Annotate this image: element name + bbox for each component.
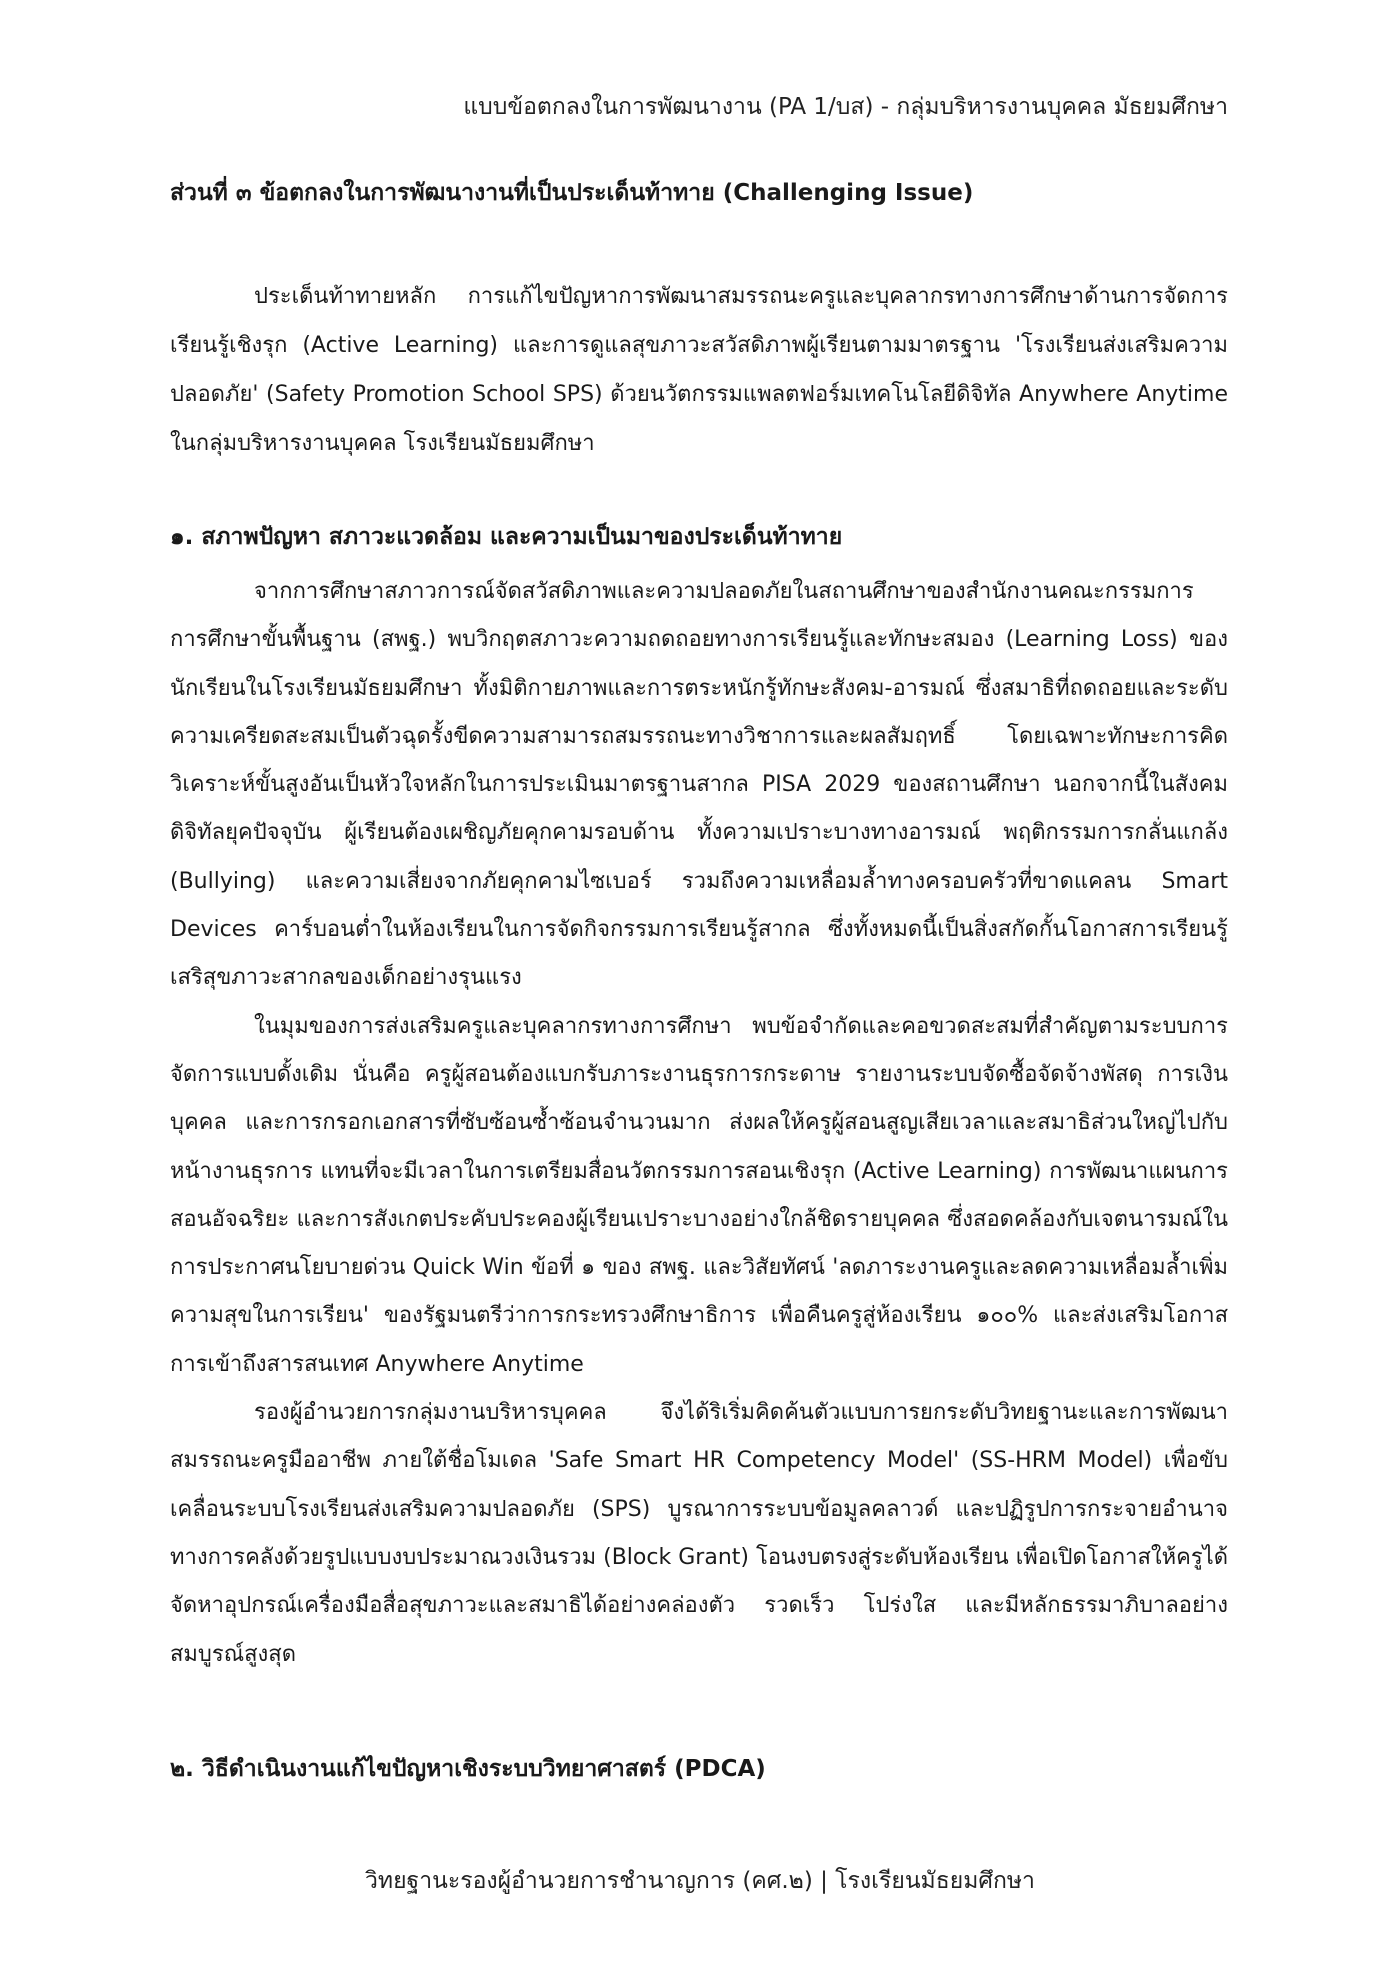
- part1-paragraph-3: รองผู้อำนวยการกลุ่มงานบริหารบุคคล จึงได้ริเริ่มคิดค้นตัวแบบการยกระดับวิทยฐานะและการพัฒนาสมรรถนะครูมืออาชีพ ภายใต้ชื่อโมเดล 'Safe Smart HR Competency Model' (SS-HRM Model) เพื่อขับเคลื่อนระบบโรงเรียนส่งเสริมความปลอดภัย (SPS) บูรณาการระบบข้อมูลคลาวด์ และปฏิรูปการกระจายอำนาจทางการคลังด้วยรูปแบบงบประมาณวงเงินรวม (Block Grant) โอนงบตรงสู่ระดับห้องเรียน เพื่อเปิดโอกาสให้ครูได้จัดหาอุปกรณ์เครื่องมือสื่อสุขภาวะและสมาธิได้อย่างคล่องตัว รวดเร็ว โปร่งใส และมีหลักธรรมาภิบาลอย่างสมบูรณ์สูงสุด: [170, 1400, 1228, 1667]
- page-footer: วิทยฐานะรองผู้อำนวยการชำนาญการ (คศ.๒) | โรงเรียนมัธยมศึกษา: [365, 1868, 1035, 1894]
- part1-paragraph-1: จากการศึกษาสภาวการณ์จัดสวัสดิภาพและความปลอดภัยในสถานศึกษาของสำนักงานคณะกรรมการการศึกษาขั้นพื้นฐาน (สพฐ.) พบวิกฤตสภาวะความถดถอยทางการเรียนรู้และทักษะสมอง (Learning Loss) ของนักเรียนในโรงเรียนมัธยมศึกษา ทั้งมิติกายภาพและการตระหนักรู้ทักษะสังคม-อารมณ์ ซึ่งสมาธิที่ถดถอยและระดับความเครียดสะสมเป็นตัวฉุดรั้งขีดความสามารถสมรรถนะทางวิชาการและผลสัมฤทธิ์ โดยเฉพาะทักษะการคิดวิเคราะห์ขั้นสูงอันเป็นหัวใจหลักในการประเมินมาตรฐานสากล PISA 2029 ของสถานศึกษา นอกจากนี้ในสังคมดิจิทัลยุคปัจจุบัน ผู้เรียนต้องเผชิญภัยคุกคามรอบด้าน ทั้งความเปราะบางทางอารมณ์ พฤติกรรมการกลั่นแกล้ง (Bullying) และความเสี่ยงจากภัยคุกคามไซเบอร์ รวมถึงความเหลื่อมล้ำทางครอบครัวที่ขาดแคลน Smart Devices คาร์บอนต่ำในห้องเรียนในการจัดกิจกรรมการเรียนรู้สากล ซึ่งทั้งหมดนี้เป็นสิ่งสกัดกั้นโอกาสการเรียนรู้เสริสุขภาวะสากลของเด็กอย่างรุนแรง: [170, 579, 1228, 991]
- part2-heading: ๒. วิธีดำเนินงานแก้ไขปัญหาเชิงระบบวิทยาศาสตร์ (PDCA): [170, 1756, 766, 1782]
- section-title: ส่วนที่ ๓ ข้อตกลงในการพัฒนางานที่เป็นประเด็นท้าทาย (Challenging Issue): [170, 180, 974, 206]
- intro-block: [170, 272, 1228, 468]
- intro-paragraph: ประเด็นท้าทายหลัก การแก้ไขปัญหาการพัฒนาสมรรถนะครูและบุคลากรทางการศึกษาด้านการจัดการเรียนรู้เชิงรุก (Active Learning) และการดูแลสุขภาวะสวัสดิภาพผู้เรียนตามมาตรฐาน 'โรงเรียนส่งเสริมความปลอดภัย' (Safety Promotion School SPS) ด้วยนวัตกรรมแพลตฟอร์มเทคโนโลยีดิจิทัล Anywhere Anytime ในกลุ่มบริหารงานบุคคล โรงเรียนมัธยมศึกษา: [170, 284, 1228, 456]
- part1-body: [170, 568, 1228, 1679]
- part1-paragraph-2: ในมุมของการส่งเสริมครูและบุคลากรทางการศึกษา พบข้อจำกัดและคอขวดสะสมที่สำคัญตามระบบการจัดการแบบดั้งเดิม นั่นคือ ครูผู้สอนต้องแบกรับภาระงานธุรการกระดาษ รายงานระบบจัดซื้อจัดจ้างพัสดุ การเงินบุคคล และการกรอกเอกสารที่ซับซ้อนซ้ำซ้อนจำนวนมาก ส่งผลให้ครูผู้สอนสูญเสียเวลาและสมาธิส่วนใหญ่ไปกับหน้างานธุรการ แทนที่จะมีเวลาในการเตรียมสื่อนวัตกรรมการสอนเชิงรุก (Active Learning) การพัฒนาแผนการสอนอัจฉริยะ และการสังเกตประคับประคองผู้เรียนเปราะบางอย่างใกล้ชิดรายบุคคล ซึ่งสอดคล้องกับเจตนารมณ์ในการประกาศนโยบายด่วน Quick Win ข้อที่ ๑ ของ สพฐ. และวิสัยทัศน์ 'ลดภาระงานครูและลดความเหลื่อมล้ำเพิ่มความสุขในการเรียน' ของรัฐมนตรีว่าการกระทรวงศึกษาธิการ เพื่อคืนครูสู่ห้องเรียน ๑๐๐% และส่งเสริมโอกาสการเข้าถึงสารสนเทศ Anywhere Anytime: [170, 1013, 1228, 1377]
- part1-heading: ๑. สภาพปัญหา สภาวะแวดล้อม และความเป็นมาของประเด็นท้าทาย: [170, 524, 843, 550]
- running-header: แบบข้อตกลงในการพัฒนางาน (PA 1/บส) - กลุ่มบริหารงานบุคคล มัธยมศึกษา: [463, 94, 1228, 120]
